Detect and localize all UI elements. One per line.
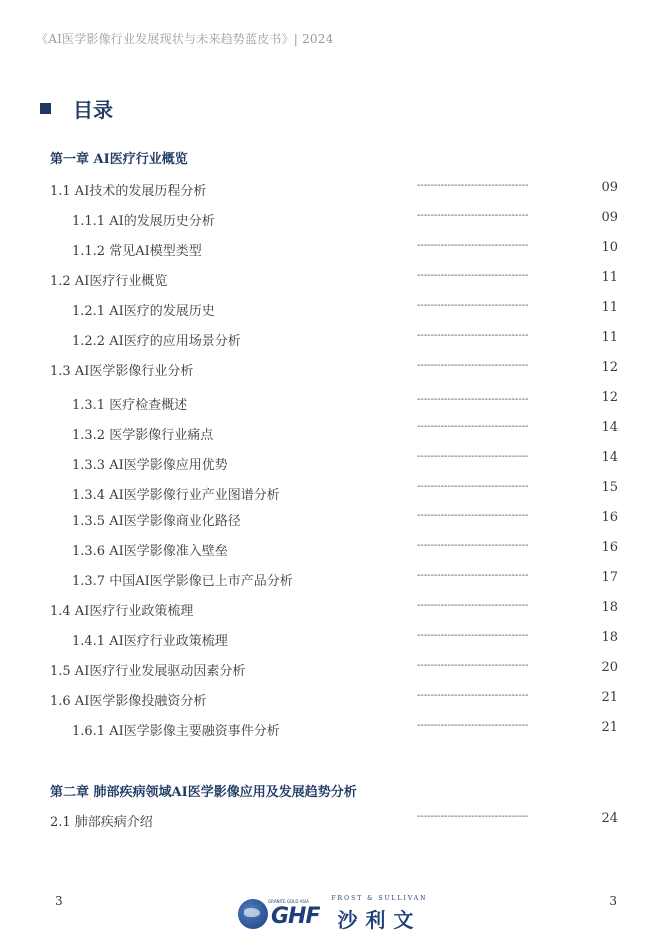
toc-page-number: 16 <box>601 540 618 555</box>
toc-leader: --------------------------------- <box>417 330 529 341</box>
toc-entry-label: 1.2.2 AI医疗的应用场景分析 <box>72 334 241 349</box>
toc-page-number: 21 <box>601 690 618 705</box>
toc-leader: --------------------------------- <box>417 690 529 701</box>
globe-icon <box>238 899 268 929</box>
toc-entry[interactable] <box>0 480 665 504</box>
toc-entry[interactable] <box>0 300 665 320</box>
toc-page-number: 17 <box>601 570 618 585</box>
toc-page-number: 09 <box>601 210 618 225</box>
toc-entry-label: 1.4.1 AI医疗行业政策梳理 <box>72 634 228 649</box>
toc-leader: --------------------------------- <box>417 270 529 281</box>
toc-leader: --------------------------------- <box>417 510 529 521</box>
square-bullet-icon <box>40 103 51 114</box>
toc-page-number: 09 <box>601 180 618 195</box>
toc-leader: --------------------------------- <box>417 451 529 462</box>
toc-page-number: 14 <box>601 450 618 465</box>
toc-leader: --------------------------------- <box>417 394 529 405</box>
toc-entry-label: 2.1 肺部疾病介绍 <box>50 815 153 830</box>
toc-entry[interactable] <box>0 180 665 200</box>
toc-leader: --------------------------------- <box>417 570 529 581</box>
chapter-2-title[interactable]: 第二章 肺部疾病领域AI医学影像应用及发展趋势分析 <box>50 785 357 800</box>
toc-entry[interactable] <box>0 360 665 380</box>
toc-leader: --------------------------------- <box>417 421 529 432</box>
ghf-logo-subtext: GRANITE GOLD ASIA <box>268 899 309 904</box>
toc-entry-label: 1.3.2 医学影像行业痛点 <box>72 428 214 443</box>
frost-sullivan-logo <box>332 895 428 933</box>
toc-leader: --------------------------------- <box>417 720 529 731</box>
toc-heading <box>40 94 113 123</box>
toc-entry[interactable] <box>0 390 665 414</box>
toc-page-number: 18 <box>601 630 618 645</box>
toc-entry[interactable] <box>0 270 665 290</box>
ghf-logo <box>238 894 320 934</box>
toc-title: 目录 <box>73 98 113 122</box>
toc-page-number: 21 <box>601 720 618 735</box>
toc-entry-label: 1.6 AI医学影像投融资分析 <box>50 694 207 709</box>
toc-entry-label: 1.3.5 AI医学影像商业化路径 <box>72 514 241 529</box>
toc-leader: --------------------------------- <box>417 540 529 551</box>
toc-page-number: 10 <box>601 240 618 255</box>
toc-leader: --------------------------------- <box>417 210 529 221</box>
toc-entry-label: 1.3.1 医疗检查概述 <box>72 398 188 413</box>
toc-entry[interactable] <box>0 811 665 831</box>
toc-leader: --------------------------------- <box>417 360 529 371</box>
toc-entry[interactable] <box>0 450 665 474</box>
toc-page-number: 24 <box>601 811 618 826</box>
toc-entry-label: 1.1 AI技术的发展历程分析 <box>50 184 207 199</box>
running-header: 《AI医学影像行业发展现状与未来趋势蓝皮书》| 2024 <box>36 32 334 46</box>
toc-page-number: 12 <box>601 360 618 375</box>
toc-entry-label: 1.5 AI医疗行业发展驱动因素分析 <box>50 664 246 679</box>
toc-page-number: 18 <box>601 600 618 615</box>
toc-entry-label: 1.2 AI医疗行业概览 <box>50 274 168 289</box>
toc-entry[interactable] <box>0 690 665 710</box>
toc-entry[interactable] <box>0 510 665 530</box>
toc-page-number: 11 <box>601 330 618 345</box>
toc-leader: --------------------------------- <box>417 481 529 492</box>
toc-entry-label: 1.1.1 AI的发展历史分析 <box>72 214 215 229</box>
toc-entry-label: 1.1.2 常见AI模型类型 <box>72 244 202 259</box>
toc-page-number: 11 <box>601 270 618 285</box>
toc-entry-label: 1.2.1 AI医疗的发展历史 <box>72 304 215 319</box>
chapter-1-title[interactable]: 第一章 AI医疗行业概览 <box>50 152 188 167</box>
toc-leader: --------------------------------- <box>417 630 529 641</box>
toc-page-number: 15 <box>601 480 618 495</box>
toc-entry[interactable] <box>0 660 665 680</box>
toc-entry[interactable] <box>0 210 665 230</box>
toc-entry[interactable] <box>0 720 665 740</box>
toc-leader: --------------------------------- <box>417 600 529 611</box>
toc-entry[interactable] <box>0 570 665 590</box>
toc-page-number: 20 <box>601 660 618 675</box>
toc-entry[interactable] <box>0 330 665 350</box>
toc-leader: --------------------------------- <box>417 300 529 311</box>
toc-entry[interactable] <box>0 240 665 260</box>
toc-page-number: 12 <box>601 390 618 405</box>
page-number-left: 3 <box>55 894 63 908</box>
frost-sullivan-text: FROST & SULLIVAN <box>331 895 428 902</box>
toc-entry-label: 1.3.7 中国AI医学影像已上市产品分析 <box>72 574 293 589</box>
ghf-logo-text: GHF <box>271 904 320 929</box>
toc-entry-label: 1.3 AI医学影像行业分析 <box>50 364 194 379</box>
toc-entry-label: 1.6.1 AI医学影像主要融资事件分析 <box>72 724 280 739</box>
toc-entry-label: 1.3.3 AI医学影像应用优势 <box>72 458 228 473</box>
toc-entry-label: 1.3.4 AI医学影像行业产业图谱分析 <box>72 488 280 503</box>
frost-sullivan-cn-text: 沙利文 <box>337 908 422 932</box>
toc-page-number: 16 <box>601 510 618 525</box>
toc-entry[interactable] <box>0 420 665 444</box>
footer-logos <box>238 894 427 934</box>
page-number-right: 3 <box>609 894 617 908</box>
toc-entry[interactable] <box>0 600 665 620</box>
toc-leader: --------------------------------- <box>417 811 529 822</box>
toc-page-number: 14 <box>601 420 618 435</box>
toc-entry-label: 1.4 AI医疗行业政策梳理 <box>50 604 194 619</box>
toc-leader: --------------------------------- <box>417 180 529 191</box>
toc-leader: --------------------------------- <box>417 240 529 251</box>
toc-entry[interactable] <box>0 630 665 650</box>
toc-page-number: 11 <box>601 300 618 315</box>
toc-entry[interactable] <box>0 540 665 560</box>
toc-entry-label: 1.3.6 AI医学影像准入壁垒 <box>72 544 228 559</box>
toc-leader: --------------------------------- <box>417 660 529 671</box>
